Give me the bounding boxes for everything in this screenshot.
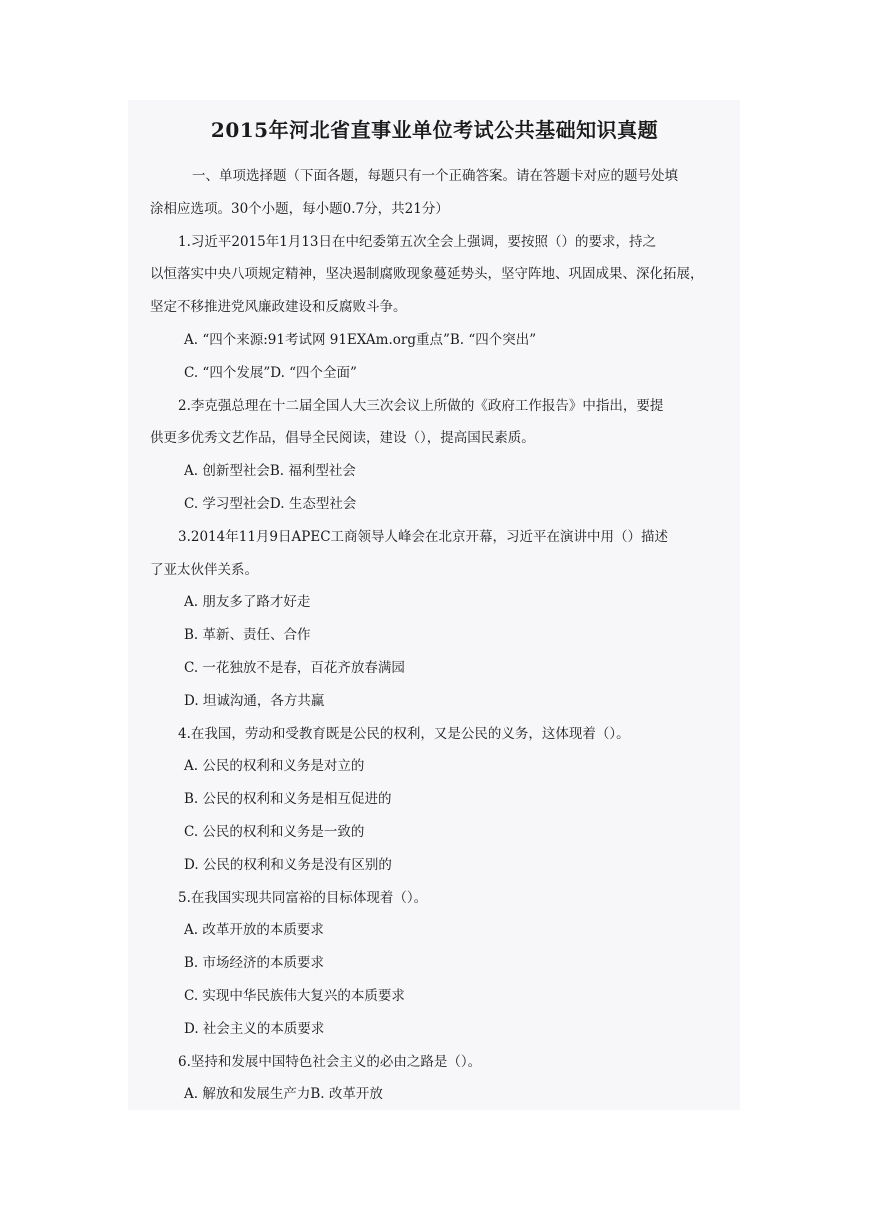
question-3-stem-line: 3.2014年11月9日APEC工商领导人峰会在北京开幕，习近平在演讲中用（）描述 <box>178 528 669 545</box>
document-title: 2015年河北省直事业单位考试公共基础知识真题 <box>210 118 659 142</box>
question-2-option-line: A. 创新型社会B. 福利型社会 <box>184 463 356 480</box>
question-6-stem-line: 6.坚持和发展中国特色社会主义的必由之路是（）。 <box>178 1053 482 1070</box>
question-2-stem-line: 供更多优秀文艺作品，倡导全民阅读，建设（），提高国民素质。 <box>150 430 535 447</box>
question-5-option-line: A. 改革开放的本质要求 <box>184 922 324 939</box>
question-4-option-line: A. 公民的权利和义务是对立的 <box>184 758 365 775</box>
question-1-option-line: A. “四个来源:91考试网 91EXAm.org重点”B. “四个突出” <box>184 331 537 348</box>
question-1-stem-line: 1.习近平2015年1月13日在中纪委第五次全会上强调，要按照（）的要求，持之 <box>178 233 657 250</box>
section-heading-line: 一、单项选择题（下面各题，每题只有一个正确答案。请在答题卡对应的题号处填 <box>192 168 678 184</box>
question-5-stem-line: 5.在我国实现共同富裕的目标体现着（）。 <box>178 889 428 906</box>
question-6-option-line: A. 解放和发展生产力B. 改革开放 <box>184 1086 383 1103</box>
question-3-option-line: D. 坦诚沟通，各方共赢 <box>184 692 325 709</box>
question-5-option-line: B. 市场经济的本质要求 <box>184 955 325 972</box>
question-3-option-line: C. 一花独放不是春，百花齐放春满园 <box>184 659 405 676</box>
question-5-option-line: D. 社会主义的本质要求 <box>184 1020 325 1037</box>
question-1-stem-line: 以恒落实中央八项规定精神，坚决遏制腐败现象蔓延势头，坚守阵地、巩固成果、深化拓展， <box>150 266 704 283</box>
question-3-option-line: A. 朋友多了路才好走 <box>184 594 311 611</box>
document-body <box>150 160 740 1111</box>
question-4-option-line: C. 公民的权利和义务是一致的 <box>184 823 365 840</box>
section-heading-line: 涂相应选项。30个小题，每小题0.7分，共21分） <box>150 200 449 217</box>
question-4-option-line: D. 公民的权利和义务是没有区别的 <box>184 856 392 873</box>
question-1-option-line: C. “四个发展”D. “四个全面” <box>184 364 357 381</box>
question-3-stem-line: 了亚太伙伴关系。 <box>150 561 258 578</box>
question-1-stem-line: 坚定不移推进党风廉政建设和反腐败斗争。 <box>150 299 407 316</box>
question-4-stem-line: 4.在我国，劳动和受教育既是公民的权利，又是公民的义务，这体现着（）。 <box>178 725 630 742</box>
question-2-option-line: C. 学习型社会D. 生态型社会 <box>184 495 357 512</box>
question-2-stem-line: 2.李克强总理在十二届全国人大三次会议上所做的《政府工作报告》中指出，要提 <box>178 397 664 414</box>
question-3-option-line: B. 革新、责任、合作 <box>184 627 311 644</box>
question-5-option-line: C. 实现中华民族伟大复兴的本质要求 <box>184 987 405 1004</box>
question-4-option-line: B. 公民的权利和义务是相互促进的 <box>184 791 392 808</box>
